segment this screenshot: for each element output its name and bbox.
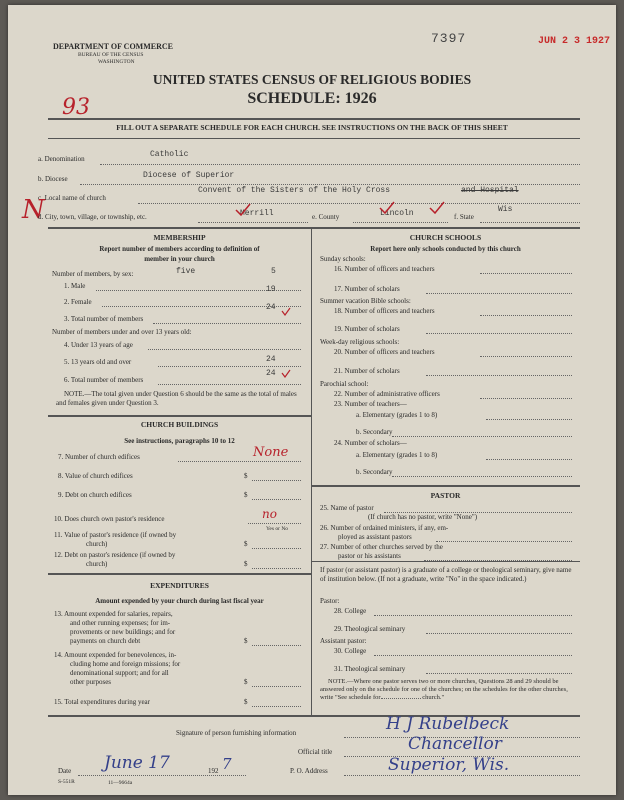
county-label: e. County	[312, 213, 340, 221]
county-value: Lincoln	[380, 209, 414, 218]
answer-line	[392, 476, 572, 477]
q30-label: 30. College	[334, 647, 367, 655]
pastor-name-label: 25. Name of pastor	[320, 504, 374, 512]
membership-note: NOTE.—The total given under Question 6 should be the same as the total of males and females given under Question 3.	[56, 390, 297, 407]
q31-label: 31. Theological seminary	[334, 665, 406, 673]
pastor-name-note: (If church has no pastor, write "None")	[368, 513, 478, 521]
denomination-label: a. Denomination	[38, 155, 85, 163]
total-members-value: 24	[266, 303, 276, 312]
answer-line	[138, 203, 580, 204]
over-13-value: 24	[266, 355, 276, 364]
date-label: Date	[58, 767, 72, 775]
answer-line	[100, 164, 580, 165]
yes-or-no-note: Yes or No	[266, 526, 289, 532]
membership-intro: Report number of members according to definition of	[99, 245, 260, 253]
under-13-label: 4. Under 13 years of age	[64, 341, 133, 349]
sunday-schools-label: Sunday schools:	[320, 255, 366, 263]
signature-value: H J Rubelbeck	[386, 714, 510, 734]
answer-line	[426, 673, 572, 674]
q13-line: payments on church debt	[70, 637, 141, 645]
q28-label: 28. College	[334, 607, 367, 615]
city-value: Merrill	[240, 209, 274, 218]
answer-line	[252, 706, 301, 707]
over-13-label: 5. 13 years old and over	[64, 358, 132, 366]
q14-line: other purposes	[70, 678, 112, 686]
received-date-stamp: JUN 2 3 1927	[538, 36, 611, 47]
answer-line	[252, 645, 301, 646]
expenditures-section-title: EXPENDITURES	[150, 581, 209, 590]
answer-line	[248, 523, 301, 524]
form-number: S-551R	[58, 779, 75, 785]
check-mark-icon	[281, 307, 291, 316]
pastor-label: Pastor:	[320, 597, 340, 605]
divider	[48, 227, 580, 229]
general-instruction: FILL OUT A SEPARATE SCHEDULE FOR EACH CHURCH. SEE INSTRUCTIONS ON THE BACK OF THIS SHEET	[116, 123, 508, 132]
answer-line	[480, 398, 572, 399]
divider	[311, 561, 580, 562]
answer-line	[426, 293, 572, 294]
dollar-sign: $	[244, 491, 248, 499]
divider	[48, 573, 311, 575]
po-address-label: P. O. Address	[290, 767, 328, 775]
dollar-sign: $	[244, 540, 248, 548]
q14-line: 14. Amount expended for benevolences, in-	[54, 651, 177, 659]
date-value: June 17	[104, 753, 170, 773]
q27-label-cont: pastor or his assistants	[338, 552, 401, 560]
check-mark-icon	[378, 201, 396, 215]
answer-line	[178, 461, 301, 462]
female-label: 2. Female	[64, 298, 92, 306]
q14-line: cluding home and foreign missions; for	[70, 660, 181, 668]
state-value: Wis	[498, 205, 513, 214]
age-intro: Number of members under and over 13 years old:	[52, 328, 192, 336]
q23a-label: a. Elementary (grades 1 to 8)	[356, 411, 438, 419]
divider	[48, 138, 580, 139]
check-mark-icon	[428, 201, 446, 215]
answer-line	[480, 356, 572, 357]
q23b-label: b. Secondary	[356, 428, 393, 436]
answer-line	[426, 633, 572, 634]
divider	[48, 415, 311, 417]
residence-debt-label-cont: church)	[86, 560, 108, 568]
edifices-count-value: None	[253, 445, 289, 460]
membership-intro: member in your church	[144, 255, 215, 263]
edifices-debt-label: 9. Debt on church edifices	[58, 491, 132, 499]
graduate-instruction: If pastor (or assistant pastor) is a graduate of a college or theological seminary, give name of institution below. (If not a graduate, write "No" in the space indicated.)	[320, 566, 572, 583]
expenditures-intro: Amount expended by your church during last fiscal year	[95, 597, 264, 605]
answer-line	[153, 323, 301, 324]
denomination-value: Catholic	[150, 150, 189, 159]
membership-section-title: MEMBERSHIP	[153, 233, 206, 242]
answer-line	[374, 615, 572, 616]
answer-line	[252, 686, 301, 687]
po-address-value: Superior, Wis.	[388, 755, 510, 775]
schedule-number: 7397	[431, 31, 467, 46]
answer-line	[353, 222, 448, 223]
diocese-value: Diocese of Superior	[143, 171, 235, 180]
answer-line	[344, 775, 580, 776]
handwritten-file-number: 93	[62, 95, 90, 120]
city-label: d. City, town, village, or township, etc.	[38, 213, 147, 221]
dollar-sign: $	[244, 472, 248, 480]
answer-line	[158, 384, 301, 385]
buildings-section-title: CHURCH BUILDINGS	[140, 420, 219, 429]
answer-line	[148, 349, 301, 350]
answer-line	[436, 541, 572, 542]
year-digit: 7	[222, 755, 232, 773]
q13-line: provements or new buildings; and for	[70, 628, 176, 636]
dollar-sign: $	[244, 560, 248, 568]
summer-schools-label: Summer vacation Bible schools:	[320, 297, 411, 305]
diocese-label: b. Diocese	[38, 175, 68, 183]
check-mark-icon	[281, 369, 291, 378]
pastor-section-title: PASTOR	[430, 491, 461, 500]
church-name-label: c. Local name of church	[38, 194, 106, 202]
pastor-note-end: church."	[422, 694, 445, 701]
state-label: f. State	[454, 213, 474, 221]
total-by-age-value: 24	[266, 369, 276, 378]
answer-line	[252, 548, 301, 549]
q18-label: 18. Number of officers and teachers	[334, 307, 435, 315]
print-code: 11—9664a	[108, 780, 133, 786]
answer-line	[486, 419, 572, 420]
edifices-count-label: 7. Number of church edifices	[58, 453, 140, 461]
q26-label: 26. Number of ordained ministers, if any, em-	[320, 524, 449, 532]
signature-label: Signature of person furnishing information	[176, 729, 297, 737]
check-mark-icon	[234, 203, 252, 217]
q27-label: 27. Number of other churches served by the	[320, 543, 443, 551]
answer-line	[252, 499, 301, 500]
q17-label: 17. Number of scholars	[334, 285, 400, 293]
answer-line	[252, 480, 301, 481]
total-by-age-label: 6. Total number of members	[64, 376, 144, 384]
q19-label: 19. Number of scholars	[334, 325, 400, 333]
by-sex-label: Number of members, by sex:	[52, 270, 134, 278]
census-schedule-sheet	[8, 5, 616, 795]
answer-line	[158, 366, 301, 367]
year-prefix: 192	[208, 767, 219, 775]
answer-line	[80, 184, 580, 185]
column-divider	[311, 227, 312, 715]
residence-debt-label: 12. Debt on pastor's residence (if owned by	[54, 551, 176, 559]
owns-residence-label: 10. Does church own pastor's residence	[54, 515, 165, 523]
q22-label: 22. Number of administrative officers	[334, 390, 440, 398]
q24b-label: b. Secondary	[356, 468, 393, 476]
male-value: 5	[271, 267, 276, 276]
answer-line	[426, 333, 572, 334]
church-name-struck-text: and Hospital	[461, 186, 519, 195]
answer-line	[486, 459, 572, 460]
q13-line: and other running expenses; for im-	[70, 619, 171, 627]
official-title-value: Chancellor	[408, 734, 502, 754]
dollar-sign: $	[244, 698, 248, 706]
bureau-name: BUREAU OF THE CENSUS	[78, 52, 144, 58]
assistant-pastor-label: Assistant pastor:	[320, 637, 367, 645]
buildings-intro: See instructions, paragraphs 10 to 12	[124, 437, 235, 445]
answer-line	[198, 222, 308, 223]
q23-label: 23. Number of teachers—	[334, 400, 407, 408]
total-members-label: 3. Total number of members	[64, 315, 144, 323]
answer-line	[480, 315, 572, 316]
q24a-label: a. Elementary (grades 1 to 8)	[356, 451, 438, 459]
pastor-note-text: NOTE.—Where one pastor serves two or more churches, Questions 28 and 29 should be answered only on the schedule for one of the churches; on the schedules for the other churches, write "See schedule for	[320, 678, 568, 701]
divider	[48, 118, 580, 120]
female-value: 19	[266, 285, 276, 294]
q16-label: 16. Number of officers and teachers	[334, 265, 435, 273]
q21-label: 21. Number of scholars	[334, 367, 400, 375]
pastor-note	[320, 678, 576, 702]
q13-line: 13. Amount expended for salaries, repairs,	[54, 610, 173, 618]
edifices-value-label: 8. Value of church edifices	[58, 472, 133, 480]
bureau-city: WASHINGTON	[98, 59, 135, 65]
total-expenditures-label: 15. Total expenditures during year	[54, 698, 150, 706]
official-title-label: Official title	[298, 748, 333, 756]
schools-intro: Report here only schools conducted by this church	[370, 245, 521, 253]
q29-label: 29. Theological seminary	[334, 625, 406, 633]
church-name-value: Convent of the Sisters of the Holy Cross	[198, 186, 391, 195]
residence-value-label-cont: church)	[86, 540, 108, 548]
divider	[311, 485, 580, 487]
q14-line: denominational support; and for all	[70, 669, 169, 677]
form-title: UNITED STATES CENSUS OF RELIGIOUS BODIES	[152, 72, 472, 87]
department-name: DEPARTMENT OF COMMERCE	[53, 42, 174, 51]
handwritten-side-mark: N	[22, 195, 45, 225]
answer-line	[424, 560, 572, 561]
dollar-sign: $	[244, 637, 248, 645]
parochial-school-label: Parochial school:	[320, 380, 369, 388]
answer-line	[480, 273, 572, 274]
answer-line	[374, 655, 572, 656]
form-subtitle: SCHEDULE: 1926	[247, 90, 377, 107]
answer-line	[78, 775, 246, 776]
residence-value-label: 11. Value of pastor's residence (if owned by	[54, 531, 177, 539]
answer-line	[480, 222, 580, 223]
weekday-schools-label: Week-day religious schools:	[320, 338, 400, 346]
q20-label: 20. Number of officers and teachers	[334, 348, 435, 356]
answer-line	[392, 436, 572, 437]
by-sex-note: five	[176, 267, 196, 276]
answer-line	[426, 375, 572, 376]
dollar-sign: $	[244, 678, 248, 686]
q26-label-cont: ployed as assistant pastors	[338, 533, 412, 541]
q24-label: 24. Number of scholars—	[334, 439, 407, 447]
schools-section-title: CHURCH SCHOOLS	[409, 233, 482, 242]
answer-line	[252, 568, 301, 569]
owns-residence-value: no	[262, 507, 277, 521]
male-label: 1. Male	[64, 282, 86, 290]
